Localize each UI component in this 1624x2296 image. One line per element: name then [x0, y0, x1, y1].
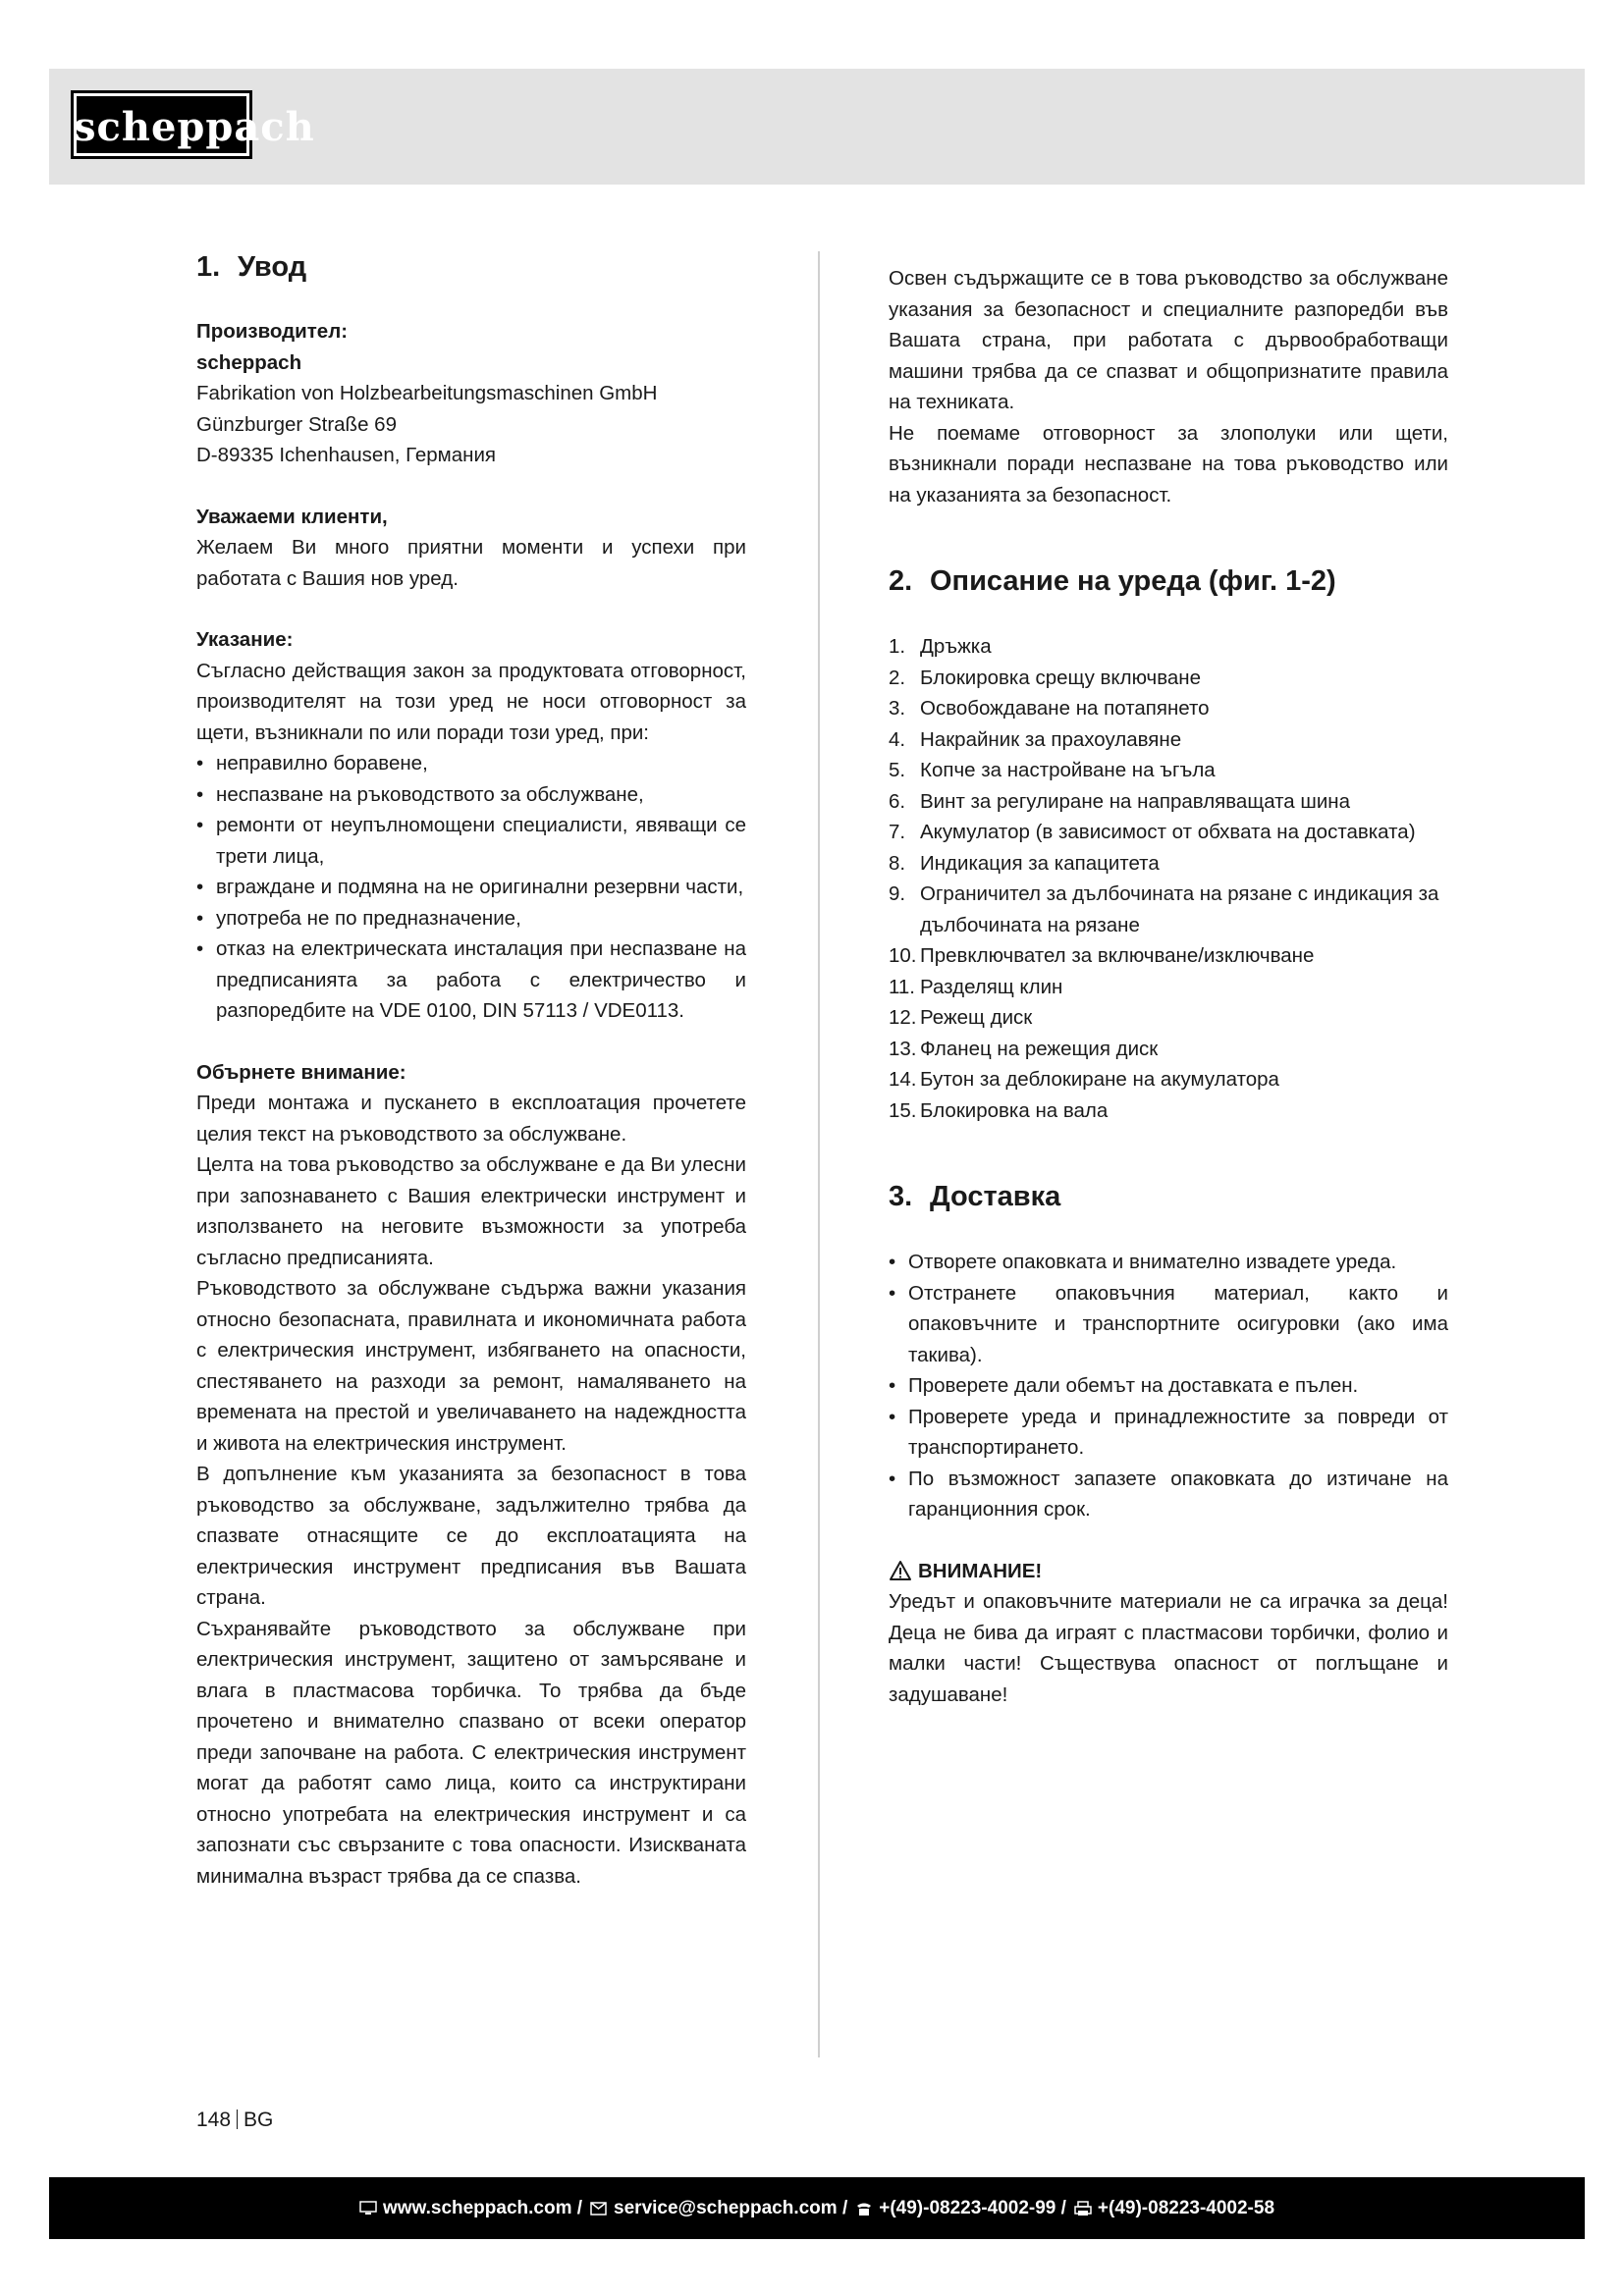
list-item: • неправилно боравене, [196, 748, 746, 779]
list-item: • Отворете опаковката и внимателно извадете уреда. [889, 1247, 1448, 1278]
warning-heading: ВНИМАНИЕ! [889, 1556, 1448, 1587]
monitor-icon [359, 2201, 377, 2216]
footer-web[interactable]: www.scheppach.com / [359, 2198, 582, 2219]
phone-icon [855, 2201, 873, 2216]
warning-triangle-icon [889, 1560, 912, 1581]
list-item: • По възможност запазете опаковката до изтичане на гаранционния срок. [889, 1464, 1448, 1525]
attention-paragraph: Съхранявайте ръководството за обслужване при електрическия инструмент, защитено от замърсяване и влага в пластмасова торбичка. То трябва да бъде прочетено и внимателно спазвано от всеки оператор преди започване на работа. С електрическия инструмент могат да работят само лица, които са инструктирани относно употребата на електрическия инструмент и са запознати със свързаните с това опасности. Изискваната минимална възраст трябва да се спазва. [196, 1617, 746, 1888]
customers-text: Желаем Ви много приятни моменти и успехи при работата с Вашия нов уред. [196, 536, 746, 590]
list-item: 11. Разделящ клин [889, 975, 1063, 998]
list-item: • Проверете дали обемът на доставката е пълен. [889, 1370, 1448, 1402]
page-number: 148 BG [196, 2109, 274, 2131]
footer-phone[interactable]: +(49)-08223-4002-99 / [855, 2198, 1066, 2219]
list-item: 7. Акумулатор (в зависимост от обхвата на доставката) [889, 821, 1416, 843]
address-line: D-89335 Ichenhausen, Германия [196, 444, 497, 466]
attention-paragraph: В допълнение към указанията за безопасност в това ръководство за обслужване, задължително трябва да спазвате отнасящите се до експлоатацията на електрическия инструмент предписания във Вашата страна. [196, 1463, 746, 1609]
attention-paragraph: Преди монтажа и пускането в експлоатация прочетете целия текст на ръководството за обслужване. [196, 1092, 746, 1146]
note-text: Съгласно действащия закон за продуктовата отговорност, производителят на този уред не носи отговорност за щети, възникнали по или поради този уред, при: [196, 659, 746, 744]
left-column [196, 247, 746, 1892]
list-item: 10. Превключвател за включване/изключване [889, 944, 1315, 967]
manufacturer-label: Производител: [196, 320, 349, 343]
note-label: Указание: [196, 628, 294, 651]
intro-paragraph: Освен съдържащите се в това ръководство за обслужване указания за безопасност и специалните разпоредби във Вашата страна, при работата с дървообработващи машини трябва да се спазват и общопризнатите правила на техниката. [889, 267, 1448, 413]
right-column [889, 263, 1448, 1710]
list-item: 4. Накрайник за прахоулавяне [889, 727, 1182, 751]
address-line: Fabrikation von Holzbearbeitungsmaschinen GmbH [196, 382, 658, 404]
list-item: 5. Копче за настройване на ъгъла [889, 759, 1216, 781]
list-item: 9. Ограничител за дълбочината на рязане с индикация за дълбочината на рязане [889, 882, 1439, 936]
device-parts-list [889, 631, 1448, 1126]
section-3-title: 3. Доставка [889, 1181, 1061, 1212]
column-divider [818, 251, 820, 2057]
footer-email[interactable]: service@scheppach.com / [590, 2198, 847, 2219]
intro-paragraph: Не поемаме отговорност за злополуки или щети, възникнали поради неспазване на това ръководство или на указанията за безопасност. [889, 421, 1448, 507]
list-item: • неспазване на ръководството за обслужване, [196, 779, 746, 811]
list-item: • Проверете уреда и принадлежностите за повреди от транспортирането. [889, 1402, 1448, 1464]
list-item: 14. Бутон за деблокиране на акумулатора [889, 1068, 1279, 1091]
list-item: • употреба не по предназначение, [196, 903, 746, 934]
list-item: • отказ на електрическата инсталация при неспазване на предписанията за работа с електричество и разпоредбите на VDE 0100, DIN 57113 / VDE0113. [196, 934, 746, 1027]
section-2-title: 2. Описание на уреда (фиг. 1-2) [889, 565, 1336, 597]
list-item: 1. Дръжка [889, 635, 992, 658]
list-item: 6. Винт за регулиране на направляващата шина [889, 789, 1351, 813]
list-item: 8. Индикация за капацитета [889, 851, 1160, 875]
attention-label: Обърнете внимание: [196, 1060, 406, 1084]
liability-list [196, 748, 746, 1027]
scheppach-logo: scheppach [71, 90, 252, 159]
footer-fax[interactable]: +(49)-08223-4002-58 [1074, 2198, 1274, 2219]
company-name: scheppach [196, 350, 302, 374]
fax-icon [1074, 2201, 1092, 2216]
attention-paragraph: Целта на това ръководство за обслужване е да Ви улесни при запознаването с Вашия електрически инструмент и използването на неговите възможности за употреба съгласно предписанията. [196, 1153, 746, 1269]
delivery-list [889, 1247, 1448, 1525]
list-item: 13. Фланец на режещия диск [889, 1037, 1159, 1060]
address-line: Günzburger Straße 69 [196, 412, 397, 436]
list-item: • ремонти от неупълномощени специалисти, явяващи се трети лица, [196, 810, 746, 872]
mail-icon [590, 2201, 608, 2216]
list-item: 3. Освобождаване на потапянето [889, 697, 1210, 720]
list-item: 12. Режещ диск [889, 1006, 1033, 1029]
footer-bar [49, 2177, 1585, 2239]
list-item: 15. Блокировка на вала [889, 1098, 1109, 1122]
list-item: • вграждане и подмяна на не оригинални резервни части, [196, 872, 746, 903]
warning-text: Уредът и опаковъчните материали не са играчка за деца! Деца не бива да играят с пластмасови торбички, фолио и малки части! Съществува опасност от поглъщане и задушаване! [889, 1590, 1448, 1706]
attention-paragraph: Ръководството за обслужване съдържа важни указания относно безопасната, правилната и икономичната работа с електрическия инструмент, избягването на опасности, спестяването на разходи за ремонт, намаляването на времената на престой и увеличаването на надеждността и живота на електрическия инструмент. [196, 1277, 746, 1455]
list-item: • Отстранете опаковъчния материал, както и опаковъчните и транспортните осигуровки (ако има такива). [889, 1278, 1448, 1371]
customers-label: Уважаеми клиенти, [196, 505, 388, 528]
section-1-title: 1. Увод [196, 251, 307, 283]
list-item: 2. Блокировка срещу включване [889, 666, 1201, 689]
